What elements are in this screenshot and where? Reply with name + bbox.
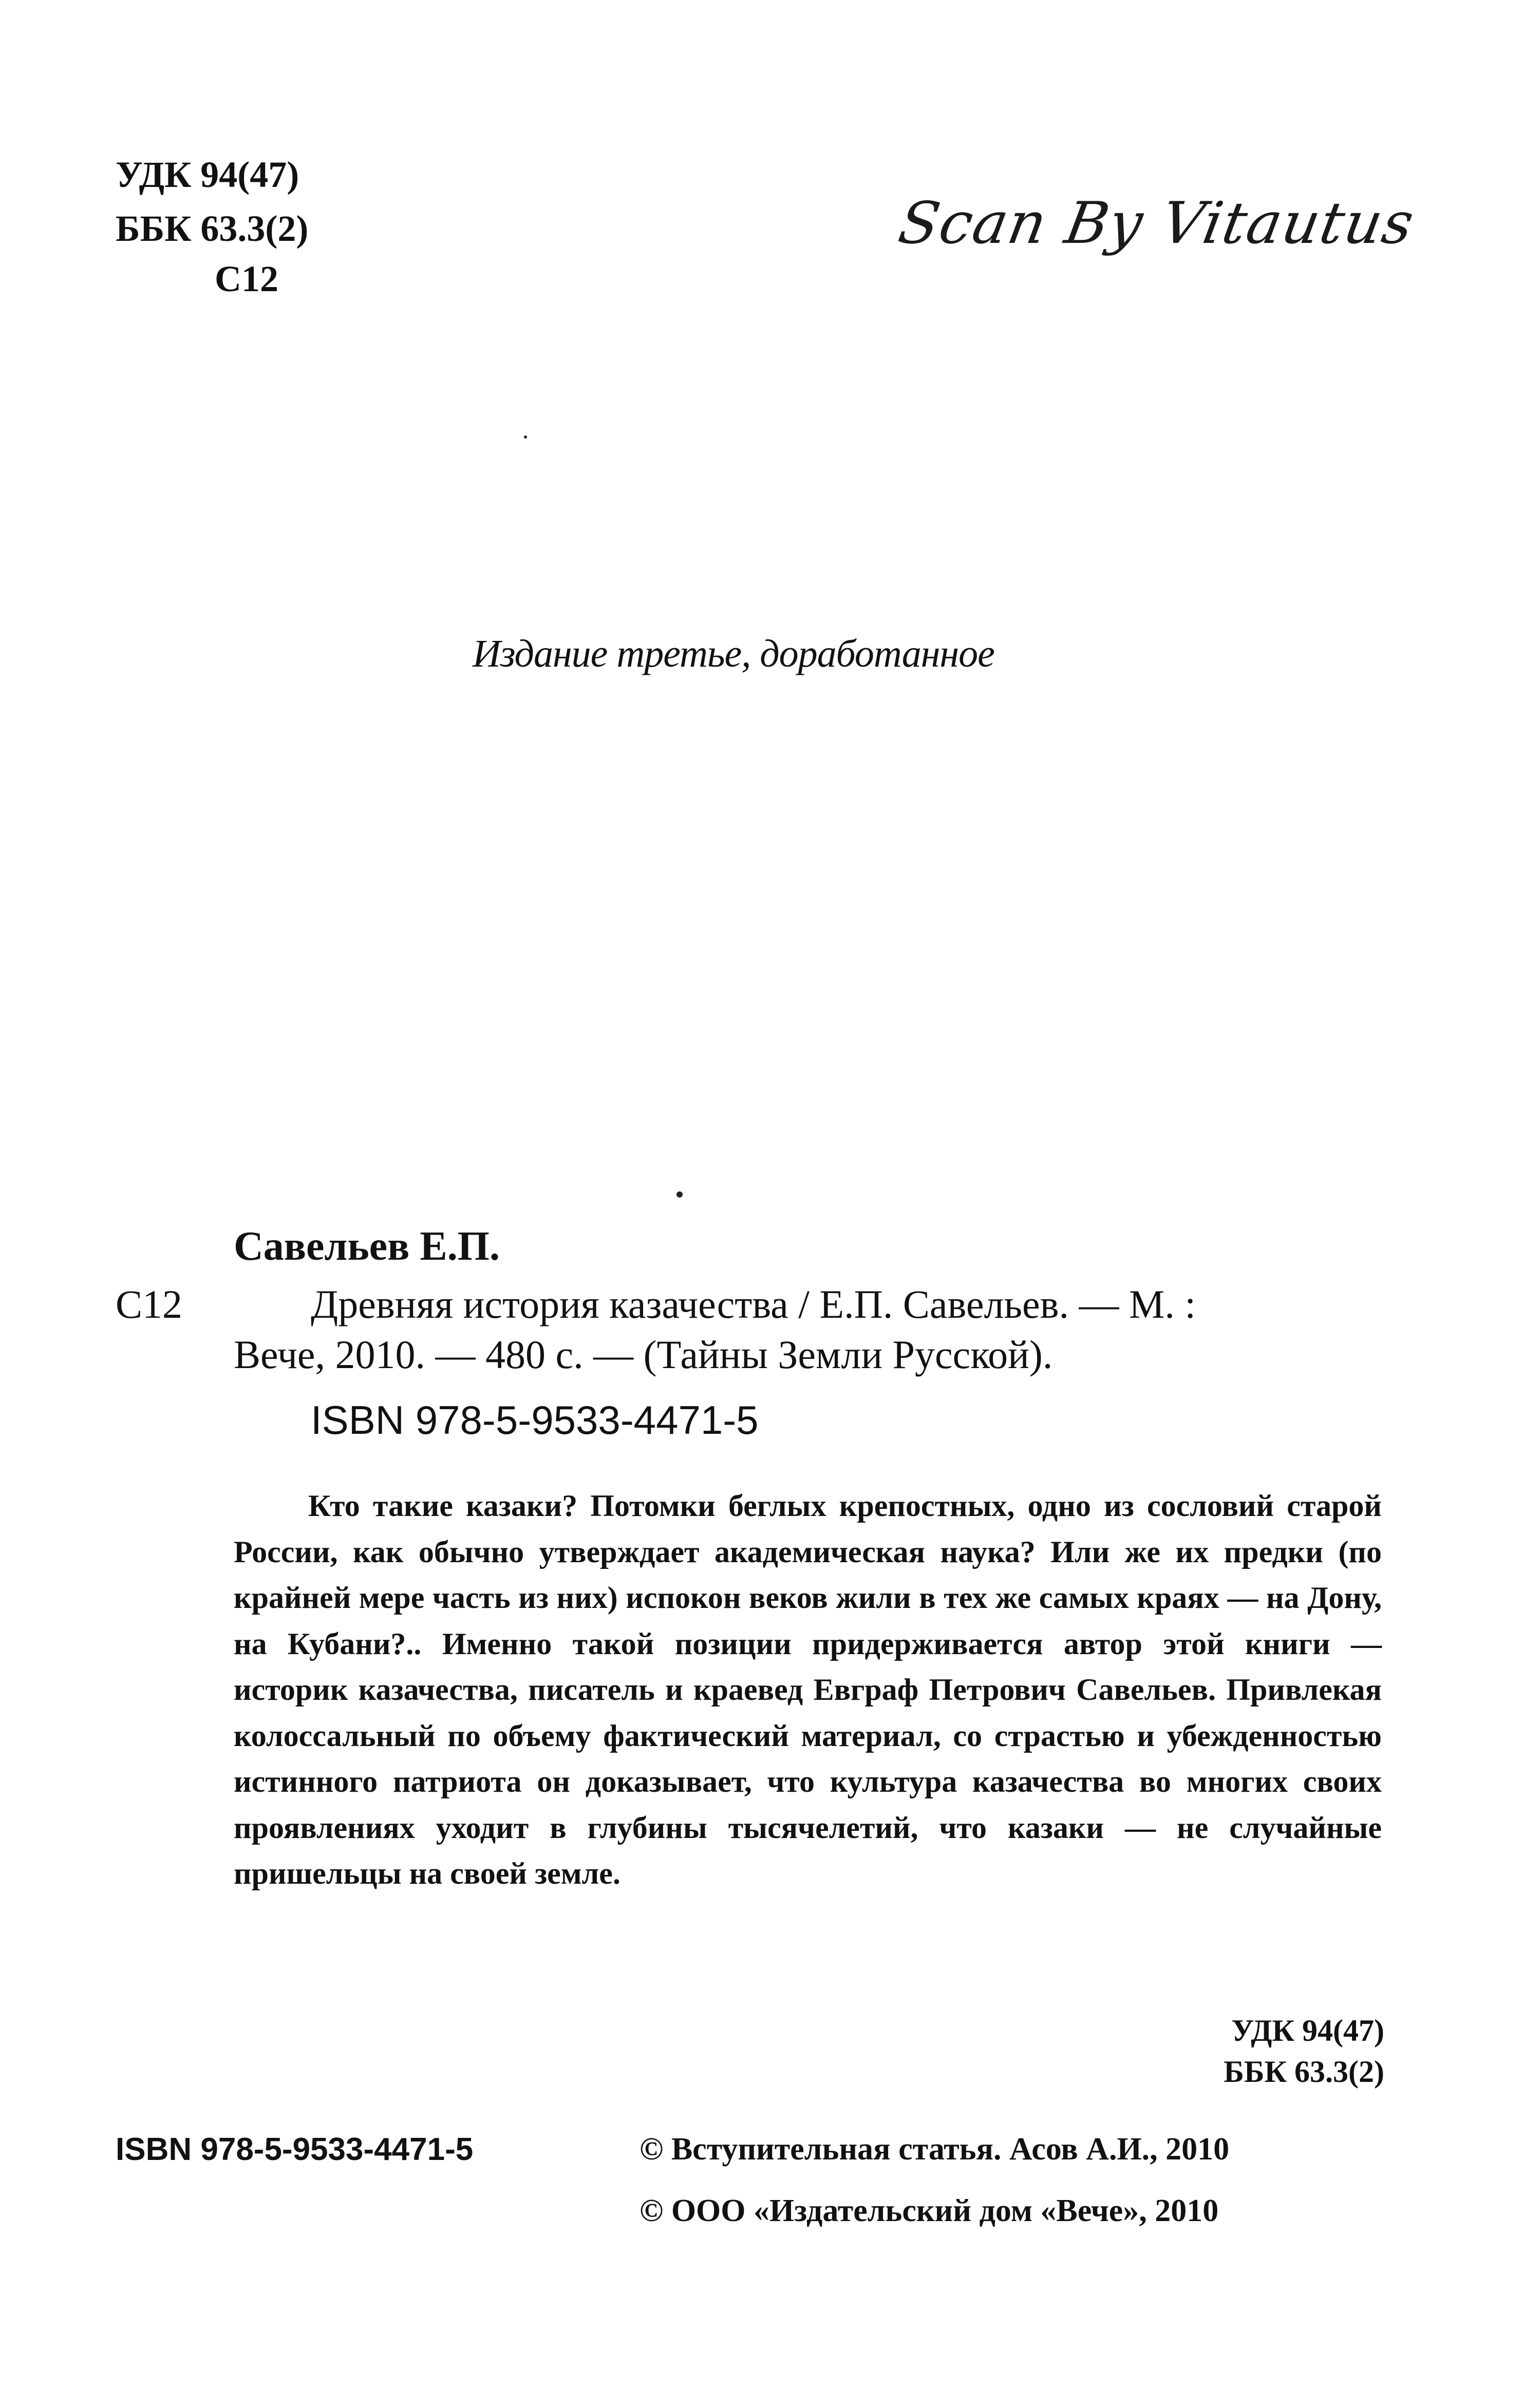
bib-title-line-1: Древняя история казачества / Е.П. Савельев. — М. :	[311, 1282, 1196, 1326]
isbn-main: ISBN 978-5-9533-4471-5	[311, 1397, 759, 1443]
bib-title-line-2: Вече, 2010. — 480 с. — (Тайны Земли Русской).	[234, 1332, 1053, 1377]
speck-mark	[524, 435, 527, 439]
copyright-intro: © Вступительная статья. Асов А.И., 2010	[640, 2132, 1230, 2167]
bib-code: С12	[116, 1282, 183, 1326]
author-sign-code: С12	[215, 258, 278, 299]
udk-code: УДК 94(47)	[116, 154, 299, 195]
bbk-code-bottom: ББК 63.3(2)	[1224, 2055, 1384, 2089]
scan-signature: Scan By Vitautus	[894, 190, 1420, 257]
udk-code-bottom: УДК 94(47)	[1231, 2014, 1384, 2047]
isbn-footer: ISBN 978-5-9533-4471-5	[116, 2132, 474, 2167]
abstract	[234, 1483, 1382, 1897]
abstract-text: Кто такие казаки? Потомки беглых крепостных, одно из сословий старой России, как обычно утверждает академическая наука? Или же их предки (по крайней мере часть из них) испокон веков жили в тех же самых краях — на Дону, на Кубани?.. Именно такой позиции придерживается автор этой книги — историк казачества, писатель и краевед Евграф Петрович Савельев. Привлекая колоссальный по объему фактический материал, со страстью и убежденностью истинного патриота он доказывает, что культура казачества во многих своих проявлениях уходит в глубины тысячелетий, что казаки — не случайные пришельцы на своей земле.	[234, 1489, 1382, 1890]
speck-mark	[676, 1191, 683, 1198]
author-name: Савельев Е.П.	[234, 1224, 500, 1269]
edition-note: Издание третье, доработанное	[473, 632, 994, 675]
bbk-code: ББК 63.3(2)	[116, 208, 309, 249]
copyright-publisher: © ООО «Издательский дом «Вече», 2010	[640, 2193, 1219, 2228]
